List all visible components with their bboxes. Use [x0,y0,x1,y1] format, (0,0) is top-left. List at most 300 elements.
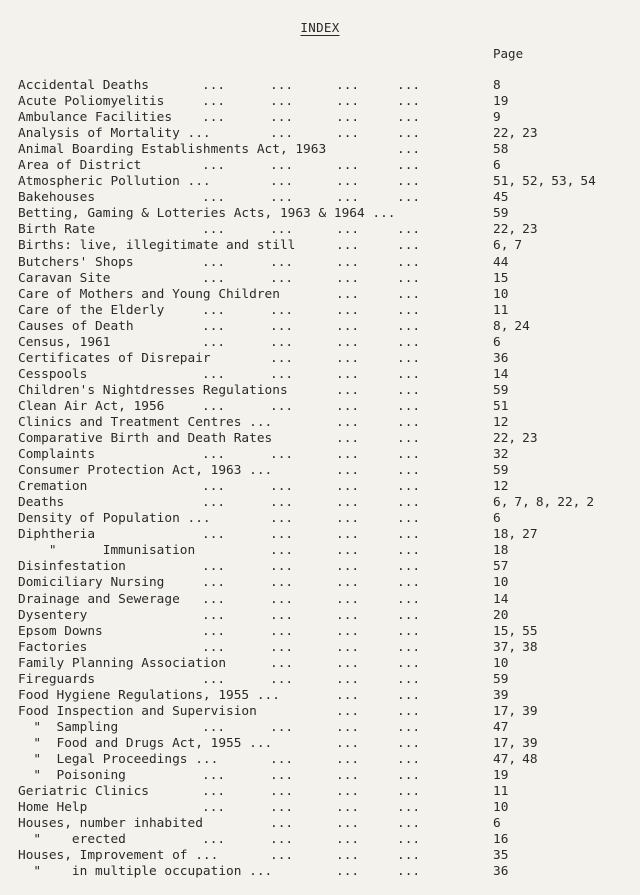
leader-dots: ... [336,286,360,302]
leader-dots: ... [397,559,421,575]
leader-dots: ... [270,350,294,366]
entry-pages [493,608,514,624]
leader-dots: ... [336,671,360,687]
leader-dots: ... [336,302,360,318]
page-number: 38 [522,639,538,655]
index-entry [0,367,640,383]
index-entry [0,78,640,94]
page-number: 39 [522,703,538,719]
page-number: 22, [557,495,581,511]
entry-pages [493,431,544,447]
index-entry [0,640,640,656]
page-number: 51 [493,398,509,414]
leader-dots: ... [336,543,360,559]
leader-dots: ... [336,623,360,639]
entry-label: Disinfestation [18,559,126,575]
entry-pages [493,624,544,640]
leader-dots: ... [336,848,360,864]
page-title: INDEX [300,20,340,35]
leader-dots: ... [397,543,421,559]
entry-label: Density of Population ... [18,511,211,527]
leader-dots: ... [397,431,421,447]
leader-dots: ... [397,350,421,366]
entry-label: " in multiple occupation ... [18,864,273,880]
index-entry [0,816,640,832]
leader-dots: ... [336,559,360,575]
index-entry [0,656,640,672]
entry-label: " Food and Drugs Act, 1955 ... [18,735,273,751]
leader-dots: ... [202,527,226,543]
entry-label: Butchers' Shops [18,254,134,270]
leader-dots: ... [336,784,360,800]
index-list [0,78,640,880]
page-number: 27 [522,527,538,543]
entry-pages [493,479,514,495]
index-entry [0,447,640,463]
leader-dots: ... [397,366,421,382]
leader-dots: ... [336,254,360,270]
leader-dots: ... [397,447,421,463]
leader-dots: ... [397,687,421,703]
index-entry [0,94,640,110]
leader-dots: ... [336,238,360,254]
entry-label: Certificates of Disrepair [18,350,211,366]
entry-label: " Poisoning [18,768,126,784]
entry-pages [493,126,544,142]
index-entry [0,864,640,880]
index-entry [0,335,640,351]
index-entry [0,303,640,319]
leader-dots: ... [336,719,360,735]
entry-label: Bakehouses [18,190,96,206]
leader-dots: ... [202,495,226,511]
leader-dots: ... [397,190,421,206]
page-number: 18 [493,543,509,559]
leader-dots: ... [397,751,421,767]
page-number: 23 [522,431,538,447]
leader-dots: ... [270,318,294,334]
entry-pages [493,447,514,463]
leader-dots: ... [202,254,226,270]
entry-label: Food Hygiene Regulations, 1955 ... [18,687,280,703]
leader-dots: ... [270,174,294,190]
leader-dots: ... [397,848,421,864]
leader-dots: ... [270,768,294,784]
leader-dots: ... [336,366,360,382]
leader-dots: ... [336,222,360,238]
leader-dots: ... [397,382,421,398]
index-entry [0,736,640,752]
leader-dots: ... [336,511,360,527]
leader-dots: ... [397,270,421,286]
entry-pages [493,142,514,158]
index-entry [0,255,640,271]
entry-label: Consumer Protection Act, 1963 ... [18,463,273,479]
page-number: 23 [522,126,538,142]
leader-dots: ... [397,94,421,110]
leader-dots: ... [270,832,294,848]
leader-dots: ... [270,655,294,671]
entry-pages [493,255,514,271]
page-number: 22, [493,222,517,238]
leader-dots: ... [270,334,294,350]
page-column-heading: Page [493,46,524,61]
index-entry [0,431,640,447]
leader-dots: ... [336,94,360,110]
entry-pages [493,656,514,672]
leader-dots: ... [336,639,360,655]
index-entry [0,720,640,736]
leader-dots: ... [397,864,421,880]
page-number: 52, [522,174,546,190]
index-entry [0,110,640,126]
leader-dots: ... [202,78,226,93]
entry-pages [493,592,514,608]
leader-dots: ... [397,735,421,751]
index-entry [0,174,640,190]
page-number: 47 [493,719,509,735]
leader-dots: ... [270,623,294,639]
page-number: 18, [493,527,517,543]
entry-pages [493,527,544,543]
page-number: 8 [493,78,501,93]
index-entry [0,142,640,158]
index-entry [0,415,640,431]
page-number: 20 [493,607,509,623]
page-number: 17, [493,735,517,751]
entry-pages [493,688,514,704]
leader-dots: ... [397,126,421,142]
entry-label: Atmospheric Pollution ... [18,174,211,190]
entry-label: Home Help [18,800,88,816]
leader-dots: ... [270,190,294,206]
page-number: 51, [493,174,517,190]
page-number: 44 [493,254,509,270]
leader-dots: ... [270,126,294,142]
index-entry [0,463,640,479]
page-number: 59 [493,671,509,687]
page-number: 35 [493,848,509,864]
entry-pages [493,94,514,110]
index-entry [0,399,640,415]
page-number: 36 [493,864,509,880]
entry-pages [493,319,536,335]
entry-label: Accidental Deaths [18,78,149,93]
leader-dots: ... [270,800,294,816]
index-entry [0,575,640,591]
entry-label: Area of District [18,158,142,174]
entry-pages [493,222,544,238]
entry-pages [493,271,514,287]
leader-dots: ... [397,463,421,479]
page-number: 10 [493,575,509,591]
entry-label: Fireguards [18,671,96,687]
page-number: 14 [493,591,509,607]
entry-pages [493,720,514,736]
leader-dots: ... [336,126,360,142]
index-entry [0,800,640,816]
entry-label: Domiciliary Nursing [18,575,165,591]
page-number: 59 [493,206,509,222]
leader-dots: ... [397,142,421,158]
leader-dots: ... [397,768,421,784]
leader-dots: ... [397,302,421,318]
entry-pages [493,335,507,351]
index-entry [0,222,640,238]
leader-dots: ... [336,607,360,623]
page-number: 14 [493,366,509,382]
page-number: 17, [493,703,517,719]
entry-label: Houses, Improvement of ... [18,848,219,864]
leader-dots: ... [270,671,294,687]
leader-dots: ... [202,447,226,463]
page-number: 11 [493,302,509,318]
entry-label: Birth Rate [18,222,96,238]
leader-dots: ... [270,158,294,174]
entry-pages [493,800,514,816]
leader-dots: ... [397,286,421,302]
index-entry [0,383,640,399]
index-entry [0,190,640,206]
entry-label: Complaints [18,447,96,463]
leader-dots: ... [270,511,294,527]
entry-pages [493,399,514,415]
entry-label: Census, 1961 [18,334,111,350]
entry-pages [493,752,544,768]
page-number: 12 [493,414,509,430]
entry-label: Clean Air Act, 1956 [18,398,165,414]
leader-dots: ... [270,559,294,575]
index-entry [0,624,640,640]
leader-dots: ... [397,800,421,816]
leader-dots: ... [202,270,226,286]
page-number: 16 [493,832,509,848]
leader-dots: ... [397,414,421,430]
leader-dots: ... [202,575,226,591]
leader-dots: ... [336,703,360,719]
leader-dots: ... [397,607,421,623]
page-number: 39 [522,735,538,751]
entry-pages [493,158,507,174]
page-number: 10 [493,800,509,816]
entry-label: Comparative Birth and Death Rates [18,431,273,447]
page-number: 6 [493,816,501,832]
page-number: 10 [493,655,509,671]
index-entry [0,848,640,864]
leader-dots: ... [397,110,421,126]
leader-dots: ... [397,591,421,607]
entry-label: Acute Poliomyelitis [18,94,165,110]
leader-dots: ... [397,479,421,495]
leader-dots: ... [336,190,360,206]
page-number: 6 [493,158,501,174]
leader-dots: ... [397,784,421,800]
page-number: 36 [493,350,509,366]
index-entry [0,238,640,254]
entry-pages [493,174,602,190]
entry-pages [493,784,514,800]
leader-dots: ... [336,495,360,511]
index-entry [0,704,640,720]
leader-dots: ... [270,254,294,270]
entry-label: Dysentery [18,607,88,623]
entry-label: Analysis of Mortality ... [18,126,211,142]
page-number: 22, [493,431,517,447]
page-number: 59 [493,463,509,479]
index-entry [0,287,640,303]
page-number: 39 [493,687,509,703]
leader-dots: ... [336,398,360,414]
entry-pages [493,816,507,832]
entry-pages [493,415,514,431]
page-number: 23 [522,222,538,238]
leader-dots: ... [336,431,360,447]
entry-pages [493,463,514,479]
entry-label: Geriatric Clinics [18,784,149,800]
entry-pages [493,672,514,688]
index-entry [0,126,640,142]
entry-pages [493,383,514,399]
index-entry [0,479,640,495]
leader-dots: ... [397,703,421,719]
page-number: 19 [493,94,509,110]
leader-dots: ... [336,334,360,350]
leader-dots: ... [270,222,294,238]
leader-dots: ... [397,238,421,254]
index-entry [0,527,640,543]
leader-dots: ... [202,784,226,800]
page-number: 58 [493,142,509,158]
entry-pages [493,704,544,720]
index-entry [0,543,640,559]
page-number: 8, [535,495,552,511]
entry-pages [493,110,507,126]
page-number: 19 [493,768,509,784]
leader-dots: ... [202,639,226,655]
leader-dots: ... [202,479,226,495]
leader-dots: ... [397,334,421,350]
index-entry [0,271,640,287]
page-number: 37, [493,639,517,655]
leader-dots: ... [202,607,226,623]
page-number: 10 [493,286,509,302]
entry-pages [493,367,514,383]
entry-label: Care of the Elderly [18,302,165,318]
leader-dots: ... [397,318,421,334]
leader-dots: ... [202,800,226,816]
leader-dots: ... [270,479,294,495]
leader-dots: ... [270,495,294,511]
leader-dots: ... [397,398,421,414]
leader-dots: ... [202,318,226,334]
entry-label: Diphtheria [18,527,96,543]
entry-label: Deaths [18,495,65,511]
entry-pages [493,575,514,591]
leader-dots: ... [336,575,360,591]
page-number: 2 [586,495,595,511]
page-number: 45 [493,190,509,206]
entry-pages [493,190,514,206]
leader-dots: ... [397,623,421,639]
leader-dots: ... [336,832,360,848]
leader-dots: ... [336,687,360,703]
entry-label: " erected [18,832,126,848]
index-entry [0,351,640,367]
index-entry [0,559,640,575]
entry-label: Betting, Gaming & Lotteries Acts, 1963 & 1964 ... [18,206,396,222]
entry-label: Cremation [18,479,88,495]
leader-dots: ... [397,511,421,527]
entry-pages [493,559,514,575]
leader-dots: ... [336,463,360,479]
index-entry [0,832,640,848]
entry-label: Clinics and Treatment Centres ... [18,414,273,430]
leader-dots: ... [397,158,421,174]
leader-dots: ... [397,575,421,591]
entry-label: " Sampling [18,719,119,735]
index-entry [0,511,640,527]
entry-pages [493,543,514,559]
index-entry [0,206,640,222]
page-number: 47, [493,751,517,767]
leader-dots: ... [202,671,226,687]
entry-label: Food Inspection and Supervision [18,703,257,719]
index-entry [0,672,640,688]
entry-label: " Legal Proceedings ... [18,751,219,767]
entry-label: Children's Nightdresses Regulations [18,382,288,398]
leader-dots: ... [202,398,226,414]
page-number: 32 [493,447,509,463]
page-number: 55 [522,623,538,639]
entry-pages [493,495,600,511]
index-entry [0,608,640,624]
leader-dots: ... [270,398,294,414]
leader-dots: ... [270,527,294,543]
entry-pages [493,640,544,656]
page-number: 12 [493,479,509,495]
leader-dots: ... [202,832,226,848]
index-entry [0,784,640,800]
leader-dots: ... [270,848,294,864]
entry-label: Ambulance Facilities [18,110,173,126]
page-number: 24 [514,318,530,334]
leader-dots: ... [397,639,421,655]
leader-dots: ... [336,447,360,463]
leader-dots: ... [270,816,294,832]
index-entry [0,688,640,704]
leader-dots: ... [397,816,421,832]
leader-dots: ... [270,751,294,767]
entry-pages [493,287,514,303]
index-entry [0,319,640,335]
entry-pages [493,206,514,222]
entry-label: Factories [18,639,88,655]
leader-dots: ... [270,270,294,286]
page-number: 7 [514,238,523,254]
page-number: 6 [493,511,501,527]
leader-dots: ... [397,719,421,735]
leader-dots: ... [202,158,226,174]
entry-label: Caravan Site [18,270,111,286]
leader-dots: ... [202,623,226,639]
leader-dots: ... [270,110,294,126]
leader-dots: ... [202,190,226,206]
leader-dots: ... [336,318,360,334]
entry-label: Cesspools [18,366,88,382]
leader-dots: ... [336,414,360,430]
leader-dots: ... [397,78,421,93]
leader-dots: ... [270,447,294,463]
